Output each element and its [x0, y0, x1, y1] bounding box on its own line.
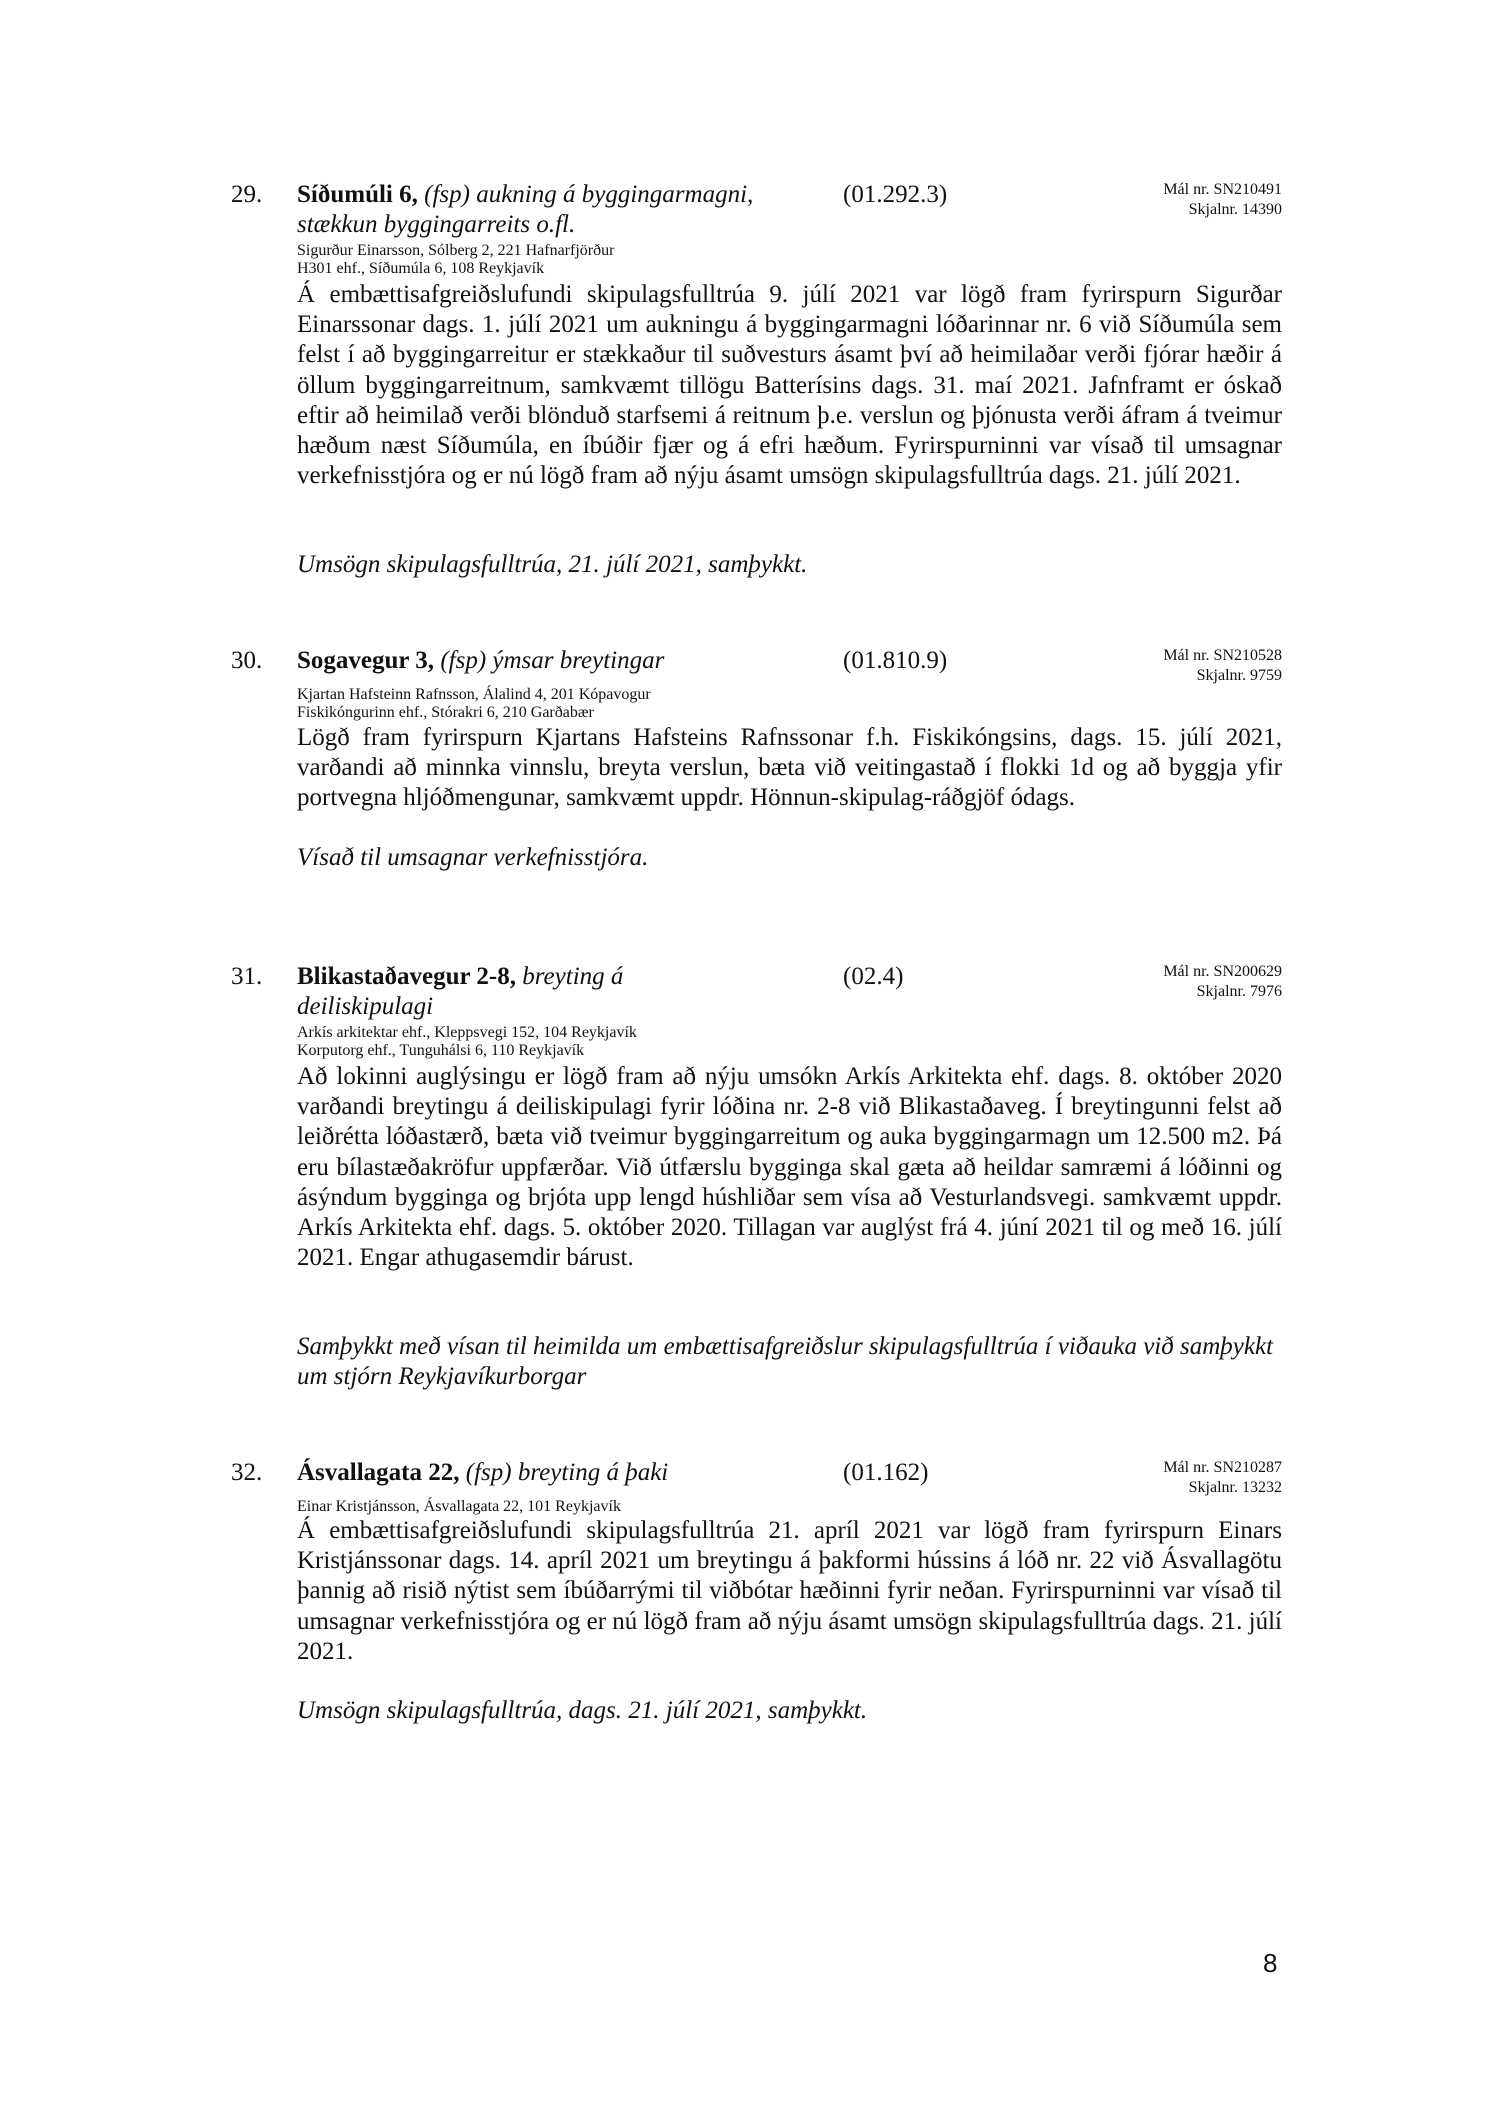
- item-subject: breyting á deiliskipulagi: [297, 963, 624, 1020]
- item-decision: Umsögn skipulagsfulltrúa, dags. 21. júlí 2021, samþykkt.: [297, 1697, 868, 1724]
- item-text: Á embættisafgreiðslufundi skipulagsfulltrúa 21. apríl 2021 var lögð fram fyrirspurn Einars Kristjánssonar dags. 14. apríl 2021 um breytingu á þakformi hússins á lóð nr. 22 við Ásvallagötu þannig að risið nýtist sem íbúðarrými til viðbótar hæðinni fyrir neðan. Fyrirspurninni var vísað til umsagnar verkefnisstjóra og er nú lögð fram að nýju ásamt umsögn skipulagsfulltrúa dags. 21. júlí 2021.: [297, 1517, 1282, 1665]
- applicants: [297, 686, 651, 722]
- item-decision: Umsögn skipulagsfulltrúa, 21. júlí 2021, samþykkt.: [297, 551, 808, 578]
- applicant: Kjartan Hafsteinn Rafnsson, Álalind 4, 201 Kópavogur: [297, 686, 651, 703]
- case-number: Mál nr. SN210528: [1163, 647, 1282, 664]
- item-number: 31.: [231, 963, 263, 990]
- item-subject: (fsp) ýmsar breytingar: [440, 647, 665, 674]
- item-title: [297, 962, 677, 1022]
- item-land-code: (01.162): [843, 1459, 929, 1486]
- applicants: [297, 1024, 637, 1060]
- applicants: [297, 1498, 621, 1516]
- item-reference: [1163, 180, 1282, 220]
- item-subject: (fsp) breyting á þaki: [465, 1459, 669, 1486]
- document-number: Skjalnr. 13232: [1188, 1479, 1282, 1496]
- item-reference: [1163, 646, 1282, 686]
- item-title: [297, 180, 817, 240]
- case-number: Mál nr. SN210287: [1163, 1459, 1282, 1476]
- applicant: Arkís arkitektar ehf., Kleppsvegi 152, 104 Reykjavík: [297, 1024, 637, 1041]
- item-subject: (fsp) aukning á byggingarmagni, stækkun byggingarreits o.fl.: [297, 181, 754, 238]
- item-number: 30.: [231, 647, 263, 674]
- applicant: Korputorg ehf., Tunguhálsi 6, 110 Reykjavík: [297, 1042, 585, 1059]
- item-street: Ásvallagata 22,: [297, 1459, 460, 1486]
- item-reference: [1163, 962, 1282, 1002]
- applicant: Fiskikóngurinn ehf., Stórakri 6, 210 Garðabær: [297, 704, 594, 721]
- case-number: Mál nr. SN210491: [1163, 181, 1282, 198]
- document-number: Skjalnr. 14390: [1188, 201, 1282, 218]
- item-street: Síðumúli 6,: [297, 181, 418, 208]
- item-title: [297, 1458, 817, 1488]
- item-title: [297, 646, 817, 676]
- item-land-code: (01.810.9): [843, 647, 948, 674]
- item-text: Að lokinni auglýsingu er lögð fram að nýju umsókn Arkís Arkitekta ehf. dags. 8. október 2020 varðandi breytingu á deiliskipulagi fyrir lóðina nr. 2-8 við Blikastaðaveg. Í breytingunni felst að leiðrétta lóðastærð, bæta við tveimur byggingarreitum og auka byggingarmagn um 12.500 m2. Þá eru bílastæðakröfur uppfærðar. Við útfærslu bygginga skal gæta að heildar samræmi á lóðinni og ásýndum bygginga og brjóta upp lengd húshliðar sem vísa að Vesturlandsvegi. samkvæmt uppdr. Arkís Arkitekta ehf. dags. 5. október 2020. Tillagan var auglýst frá 4. júní 2021 til og með 16. júlí 2021. Engar athugasemdir bárust.: [297, 1063, 1282, 1272]
- item-number: 32.: [231, 1459, 263, 1486]
- item-decision: Samþykkt með vísan til heimilda um embættisafgreiðslur skipulagsfulltrúa í viðauka við samþykkt um stjórn Reykjavíkurborgar: [297, 1333, 1274, 1391]
- item-land-code: (01.292.3): [843, 181, 948, 208]
- applicants: [297, 242, 614, 278]
- item-decision: Vísað til umsagnar verkefnisstjóra.: [297, 844, 649, 871]
- item-text: Á embættisafgreiðslufundi skipulagsfulltrúa 9. júlí 2021 var lögð fram fyrirspurn Sigurðar Einarssonar dags. 1. júlí 2021 um aukningu á byggingarmagni lóðarinnar nr. 6 við Síðumúla sem felst í að byggingarreitur er stækkaður til suðvesturs ásamt því að heimilaðar verði fjórar hæðir á öllum byggingarreitnum, samkvæmt tillögu Batterísins dags. 31. maí 2021. Jafnframt er óskað eftir að heimilað verði blönduð starfsemi á reitnum þ.e. verslun og þjónusta verði áfram á tveimur hæðum næst Síðumúla, en íbúðir fjær og á efri hæðum. Fyrirspurninni var vísað til umsagnar verkefnisstjóra og er nú lögð fram að nýju ásamt umsögn skipulagsfulltrúa dags. 21. júlí 2021.: [297, 281, 1282, 490]
- item-number: 29.: [231, 181, 263, 208]
- document-number: Skjalnr. 7976: [1196, 983, 1282, 1000]
- applicant: H301 ehf., Síðumúla 6, 108 Reykjavík: [297, 260, 545, 277]
- page-number: 8: [1263, 1948, 1278, 1978]
- item-street: Sogavegur 3,: [297, 647, 435, 674]
- item-text: Lögð fram fyrirspurn Kjartans Hafsteins Rafnssonar f.h. Fiskikóngsins, dags. 15. júlí 2021, varðandi að minnka vinnslu, breyta verslun, bæta við veitingastað í flokki 1d og að byggja yfir portvegna hljóðmengunar, samkvæmt uppdr. Hönnun-skipulag-ráðgjöf ódags.: [297, 724, 1282, 812]
- applicant: Sigurður Einarsson, Sólberg 2, 221 Hafnarfjörður: [297, 242, 615, 259]
- item-street: Blikastaðavegur 2-8,: [297, 963, 516, 990]
- case-number: Mál nr. SN200629: [1163, 963, 1282, 980]
- item-land-code: (02.4): [843, 963, 904, 990]
- item-reference: [1163, 1458, 1282, 1498]
- document-number: Skjalnr. 9759: [1196, 667, 1282, 684]
- applicant: Einar Kristjánsson, Ásvallagata 22, 101 Reykjavík: [297, 1498, 621, 1515]
